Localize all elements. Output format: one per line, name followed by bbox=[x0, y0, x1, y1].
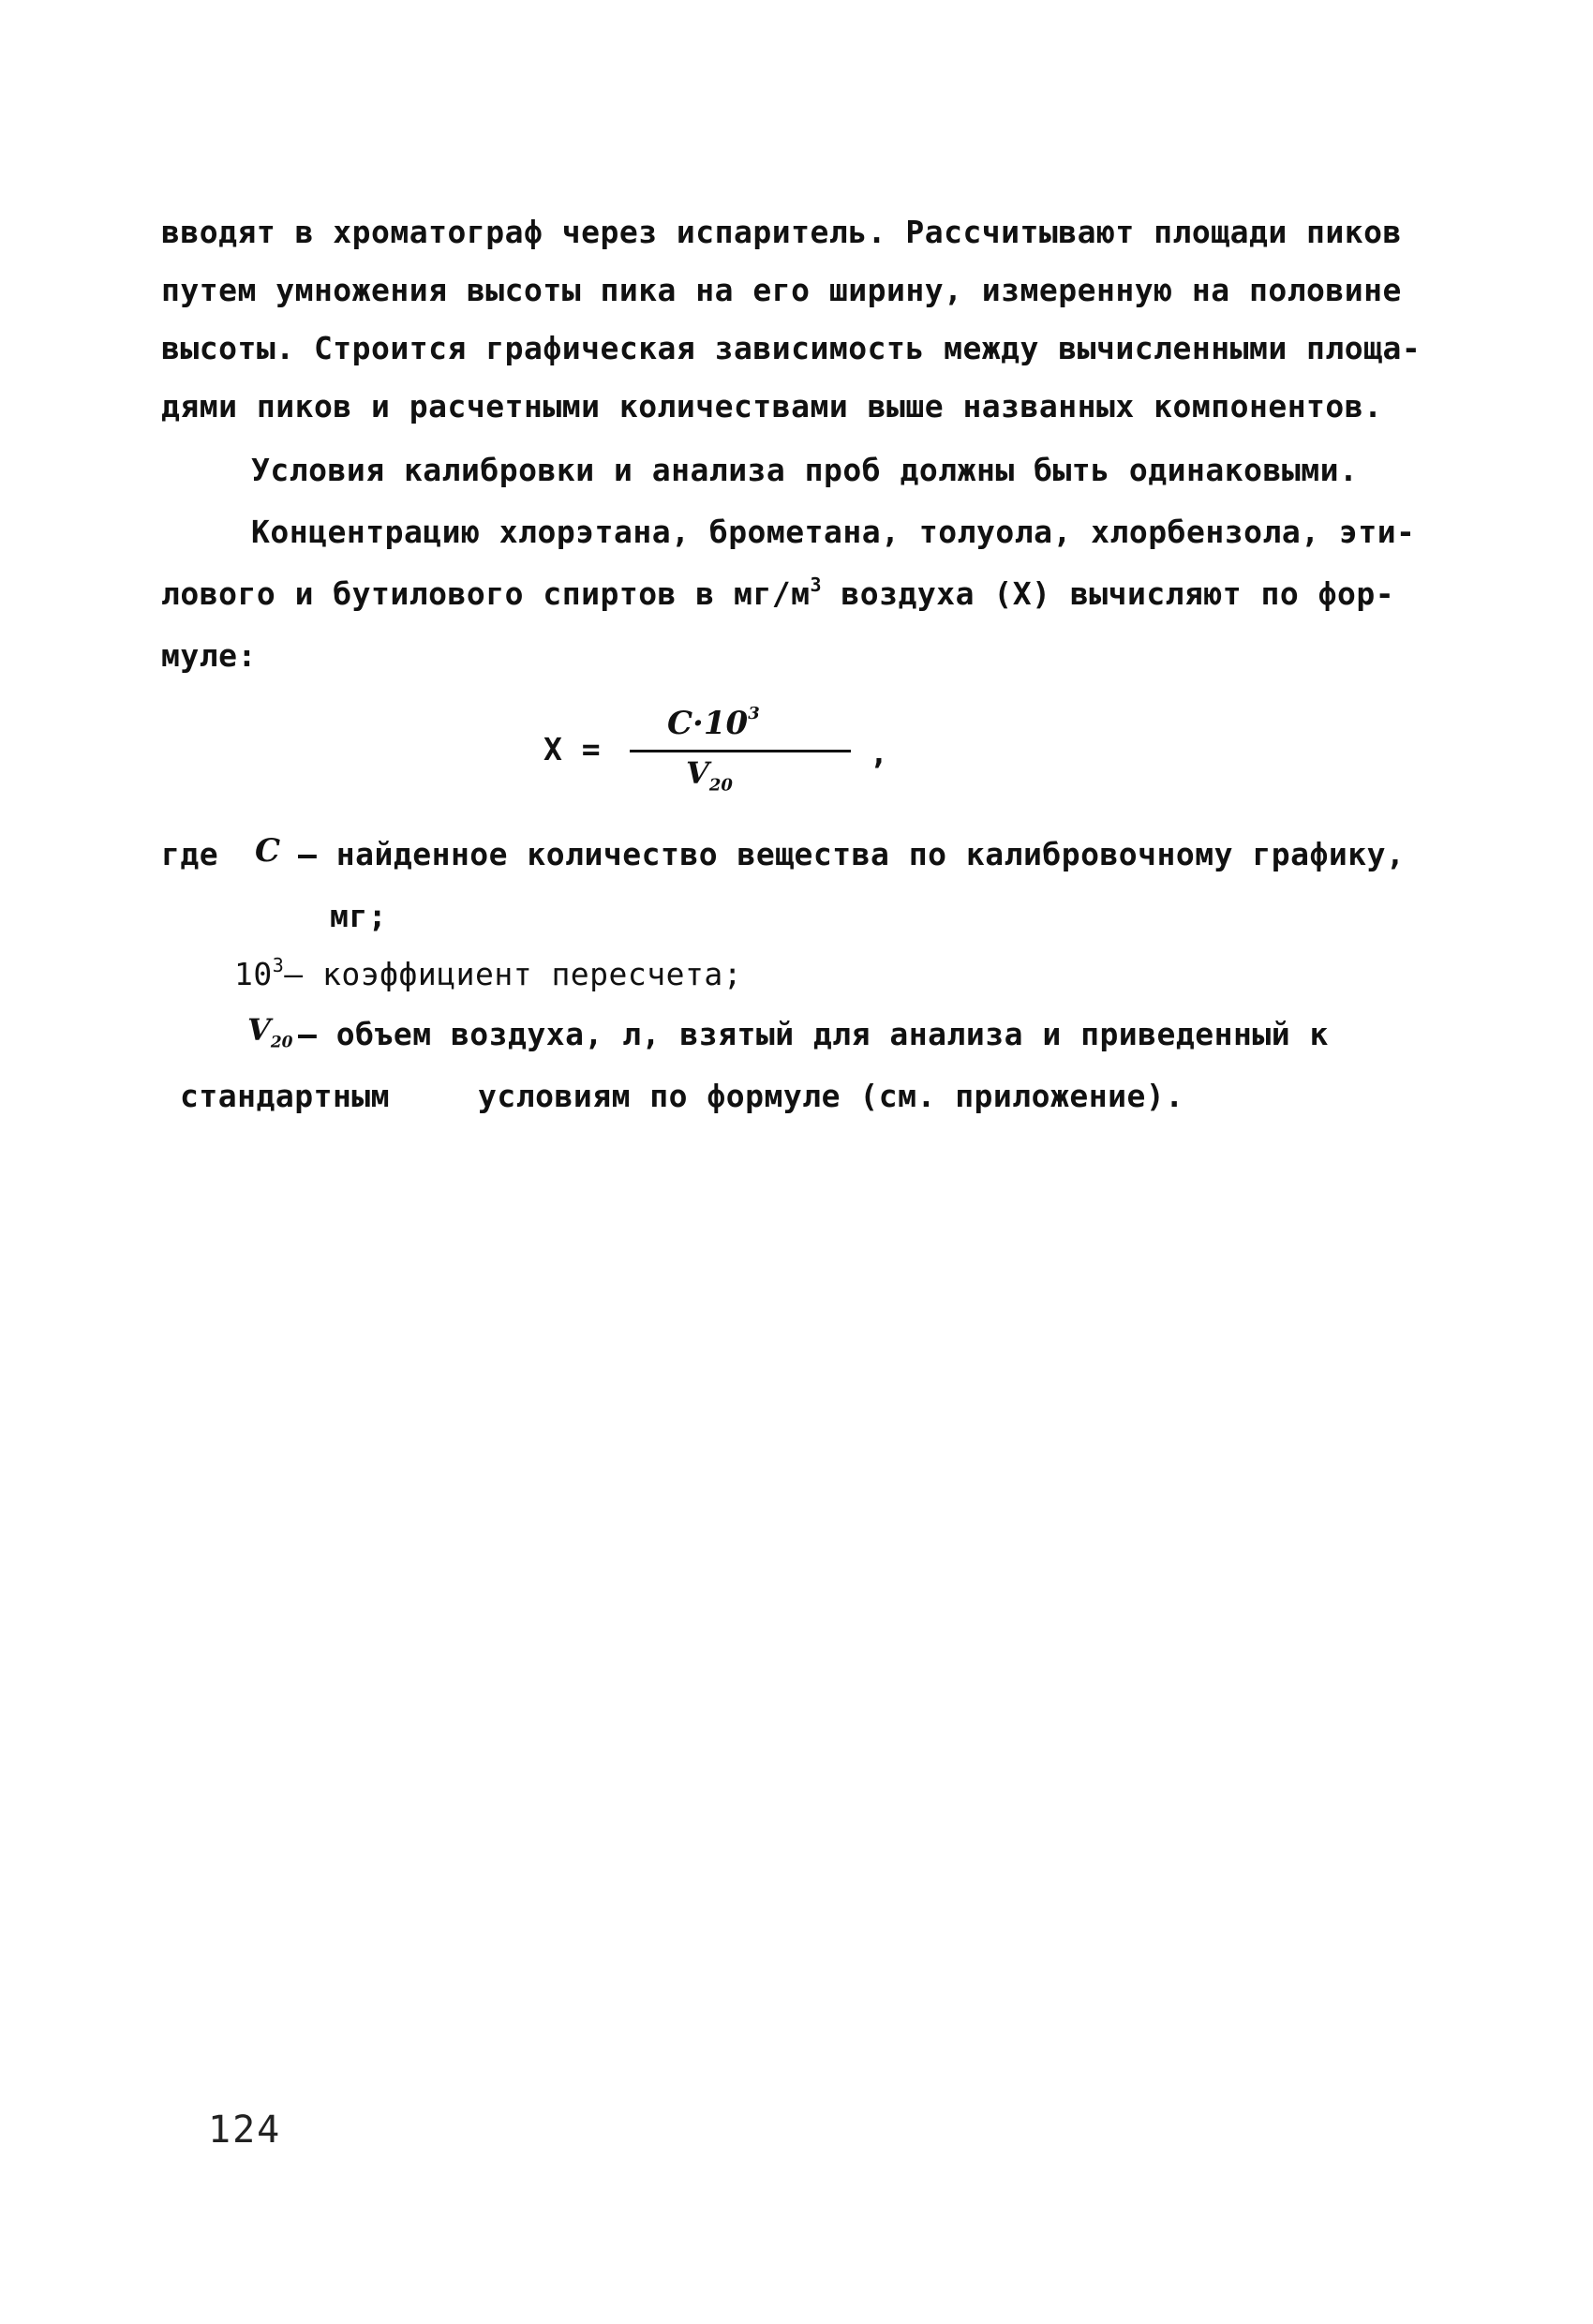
formula-lhs: X = bbox=[543, 731, 602, 767]
paragraph-3-line-1: Концентрацию хлорэтана, брометана, толуола, хлорбензола, эти- bbox=[251, 514, 1416, 550]
definition-v-line2-a: стандартным bbox=[180, 1078, 391, 1114]
paragraph-2: Условия калибровки и анализа проб должны быть одинаковыми. bbox=[251, 452, 1359, 488]
paragraph-1-line-1: вводят в хроматограф через испаритель. Рассчитывают площади пиков bbox=[161, 214, 1402, 250]
paragraph-3-line-2: лового и бутилового спиртов в $мг/м^3$ воздуха (X) вычисляют по фор- bbox=[161, 574, 1395, 612]
page-number: 124 bbox=[208, 2108, 282, 2152]
paragraph-1-line-3: высоты. Строится графическая зависимость между вычисленными площа- bbox=[161, 330, 1422, 366]
definition-where: где bbox=[161, 836, 219, 872]
definition-c-unit: мг; bbox=[330, 898, 388, 934]
formula-trailing-comma: , bbox=[870, 735, 889, 771]
paragraph-1-line-2: путем умножения высоты пика на его ширину, измеренную на половине bbox=[161, 272, 1402, 308]
formula-denominator: $V_{20}$ bbox=[686, 755, 733, 796]
formula-fraction-bar bbox=[630, 750, 851, 752]
definition-v-line2-b: условиям по формуле (см. приложение). bbox=[478, 1078, 1184, 1114]
paragraph-3-line-3: муле: bbox=[161, 637, 257, 674]
definition-v-text: – объем воздуха, л, взятый для анализа и приведенный к bbox=[298, 1016, 1329, 1052]
definition-c-text: – найденное количество вещества по калибровочному графику, bbox=[298, 836, 1406, 872]
formula-numerator: $C\cdot 10^3$ bbox=[667, 704, 760, 742]
definition-coefficient: $10^3-$ коэффициент пересчета; bbox=[234, 954, 743, 992]
paragraph-1-line-4: дями пиков и расчетными количествами выше названных компонентов. bbox=[161, 388, 1383, 425]
definition-c-symbol: C bbox=[255, 832, 281, 870]
definition-v-symbol: $V_{20}$ bbox=[247, 1012, 293, 1052]
